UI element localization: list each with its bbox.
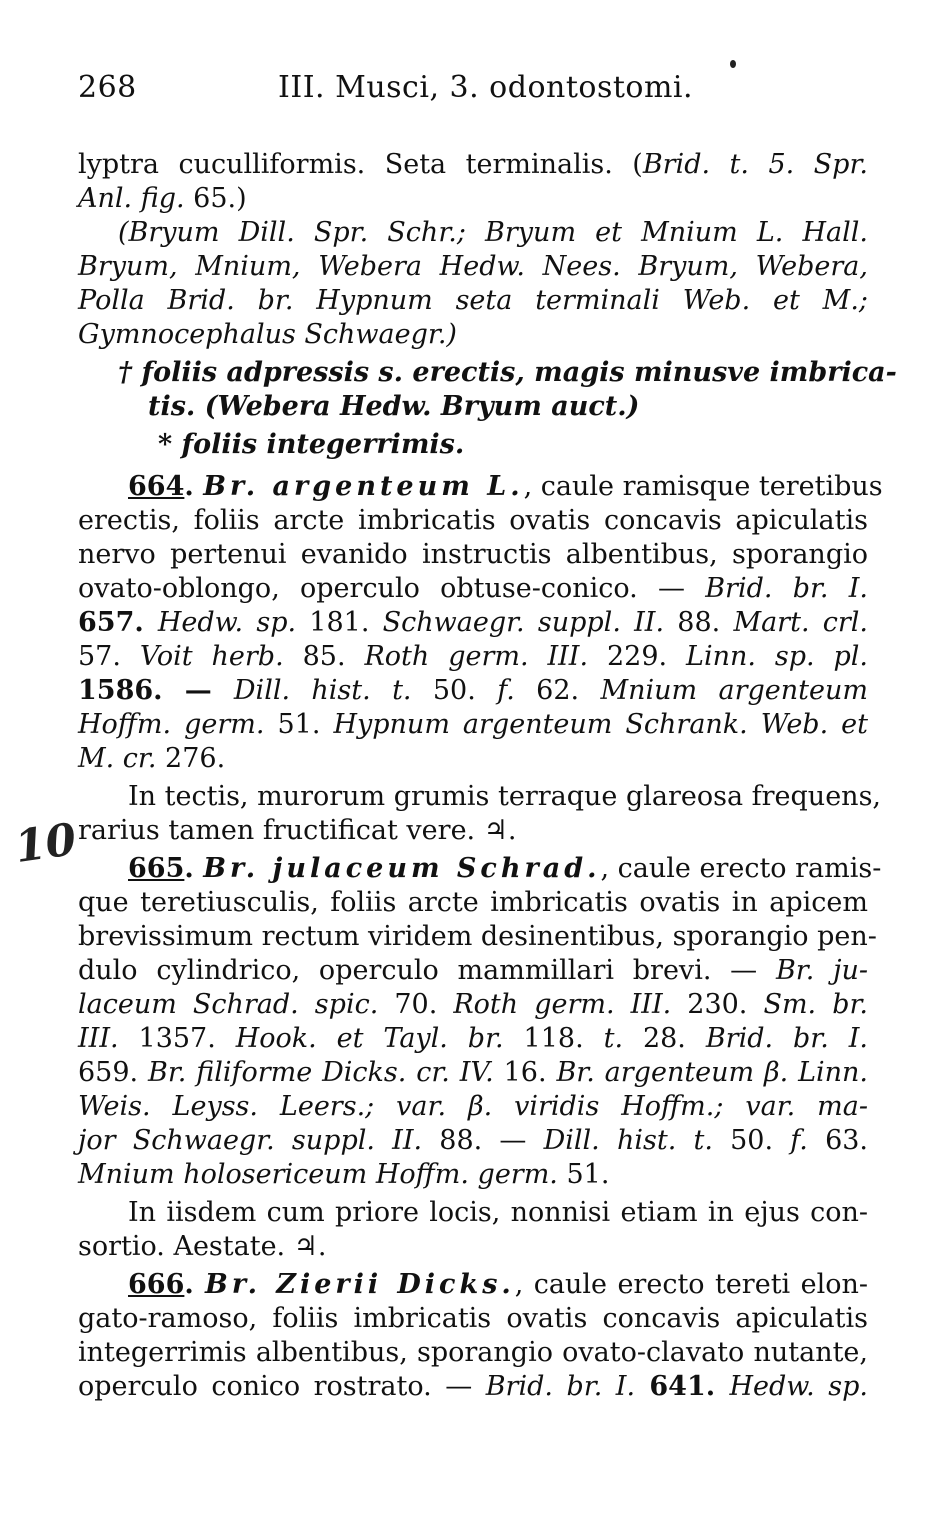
text-run: 181.: [296, 607, 383, 638]
text-run: 28.: [623, 1023, 706, 1054]
text-line: [78, 1336, 868, 1370]
text-run: Anl. fig.: [78, 183, 185, 214]
text-run: In iisdem cum priore locis, nonnisi etiam in ejus con-: [128, 1197, 868, 1228]
text-run: , caule ramisque teretibus: [523, 471, 883, 502]
text-run: Brid. br. I.: [705, 573, 868, 604]
text-run: 276.: [156, 743, 226, 774]
text-run: Brid. br. I.: [485, 1371, 636, 1402]
text-run: rarius tamen fructificat vere. ♃.: [78, 815, 517, 846]
text-run: Roth germ. III.: [453, 989, 672, 1020]
text-run: f.: [790, 1125, 808, 1156]
text-run: 63.: [807, 1125, 869, 1156]
text-run: 65.): [184, 183, 247, 214]
text-line: [78, 1124, 868, 1158]
text-run: erectis, foliis arcte imbricatis ovatis concavis apiculatis: [78, 505, 868, 536]
text-run: Br. filiforme Dicks. cr. IV.: [148, 1057, 494, 1088]
text-run: Br. ju-: [775, 955, 868, 986]
text-run: Weis. Leyss. Leers.; var. β. viridis Hoffm.; var. ma-: [78, 1091, 868, 1122]
text-run: † foliis adpressis s. erectis, magis minusve imbrica-: [118, 357, 897, 388]
text-run: 51.: [264, 709, 334, 740]
text-run: .: [184, 471, 204, 502]
text-run: 229.: [588, 641, 687, 672]
text-run: Br. argenteum β. Linn.: [556, 1057, 869, 1088]
text-run: Polla Brid. br. Hypnum seta terminali Web. et M.;: [78, 285, 868, 316]
text-line: [78, 640, 868, 674]
ink-speck: [730, 60, 736, 68]
text-run: Mnium holosericeum Hoffm. germ.: [78, 1159, 558, 1190]
text-run: laceum Schrad. spic.: [78, 989, 379, 1020]
text-line: [118, 216, 868, 250]
text-line: [78, 1230, 868, 1264]
text-line: [78, 954, 868, 988]
text-run: Dill. hist. t.: [543, 1125, 713, 1156]
text-line: [78, 1022, 868, 1056]
text-run: 16.: [493, 1057, 557, 1088]
text-line: [78, 674, 868, 708]
text-run: que teretiusculis, foliis arcte imbricatis ovatis in apicem: [78, 887, 868, 918]
text-line: [78, 1090, 868, 1124]
text-run: 1357.: [118, 1023, 236, 1054]
text-run: In tectis, murorum grumis terraque glareosa frequens,: [128, 781, 882, 812]
text-run: Br. argenteum L.: [203, 471, 524, 502]
text-run: Mnium argenteum: [600, 675, 868, 706]
text-line: [78, 1370, 868, 1404]
text-run: 62.: [514, 675, 601, 706]
text-run: 57.: [78, 641, 140, 672]
text-run: ovato-oblongo, operculo obtuse-conico. —: [78, 573, 706, 604]
text-line: [158, 428, 868, 462]
text-line: [78, 920, 877, 954]
text-run: sortio. Aestate. ♃.: [78, 1231, 327, 1262]
text-run: 88.: [664, 607, 734, 638]
text-run: Brid. br. I.: [705, 1023, 868, 1054]
text-run: III.: [78, 1023, 119, 1054]
text-run: 88. —: [422, 1125, 544, 1156]
text-line: [118, 356, 897, 390]
text-line: [78, 1302, 868, 1336]
text-run: Gymnocephalus Schwaegr.): [78, 319, 457, 350]
text-line: [78, 504, 868, 538]
entry-number: 664: [128, 471, 185, 502]
text-line: [78, 814, 868, 848]
text-run: Hypnum argenteum Schrank. Web. et: [333, 709, 868, 740]
text-run: M. cr.: [78, 743, 157, 774]
text-run: 230.: [671, 989, 764, 1020]
handwritten-margin-note: 10: [11, 813, 80, 874]
text-line: [128, 1196, 868, 1230]
text-run: 118.: [503, 1023, 604, 1054]
text-run: gato-ramoso, foliis imbricatis ovatis concavis apiculatis: [78, 1303, 868, 1334]
text-line: [128, 852, 882, 886]
text-line: [78, 538, 868, 572]
text-run: 50.: [411, 675, 498, 706]
text-run: (Bryum Dill. Spr. Schr.; Bryum et Mnium L. Hall.: [118, 217, 868, 248]
text-line: [128, 780, 882, 814]
text-run: tis. (Webera Hedw. Bryum auct.): [148, 391, 640, 422]
text-run: Hoffm. germ.: [78, 709, 265, 740]
text-run: Dill. hist. t.: [233, 675, 412, 706]
text-run: Sm. br.: [763, 989, 868, 1020]
page-header: [78, 70, 878, 110]
text-run: Mart. crl.: [733, 607, 868, 638]
text-run: 641.: [635, 1371, 730, 1402]
text-line: [128, 1268, 868, 1302]
text-run: 659.: [78, 1057, 148, 1088]
text-line: [78, 318, 868, 352]
text-run: Hedw. sp.: [729, 1371, 868, 1402]
text-run: Brid. t. 5. Spr.: [642, 149, 868, 180]
text-line: [78, 284, 868, 318]
text-run: operculo conico rostrato. —: [78, 1371, 486, 1402]
text-run: Br. julaceum Schrad.: [203, 853, 601, 884]
text-line: [78, 572, 868, 606]
text-run: 657.: [78, 607, 158, 638]
text-run: 50.: [712, 1125, 791, 1156]
text-line: [78, 886, 868, 920]
text-run: Schwaegr. suppl. II.: [382, 607, 665, 638]
text-run: Hedw. sp.: [157, 607, 297, 638]
text-run: .: [184, 853, 204, 884]
text-run: .: [184, 1269, 206, 1300]
text-run: Roth germ. III.: [364, 641, 589, 672]
text-run: jor Schwaegr. suppl. II.: [78, 1125, 423, 1156]
text-line: [78, 742, 868, 776]
text-line: [78, 1158, 868, 1192]
entry-number: 665: [128, 853, 185, 884]
running-title: III. Musci, 3. odontostomi.: [278, 70, 694, 105]
text-line: [78, 988, 868, 1022]
text-run: 70.: [378, 989, 454, 1020]
text-run: 85.: [283, 641, 365, 672]
text-run: brevissimum rectum viridem desinentibus, sporangio pen-: [78, 921, 877, 952]
text-run: Linn. sp. pl.: [686, 641, 868, 672]
text-line: [78, 250, 868, 284]
text-line: [128, 470, 883, 504]
text-run: nervo pertenui evanido instructis albentibus, sporangio: [78, 539, 868, 570]
text-run: integerrimis albentibus, sporangio ovato-clavato nutante,: [78, 1337, 868, 1368]
entry-number: 666: [128, 1269, 185, 1300]
text-run: Voit herb.: [139, 641, 284, 672]
text-run: , caule erecto ramis-: [600, 853, 882, 884]
text-run: dulo cylindrico, operculo mammillari brevi. —: [78, 955, 776, 986]
text-run: Bryum, Mnium, Webera Hedw. Nees. Bryum, Webera,: [78, 251, 868, 282]
text-run: lyptra cuculliformis. Seta terminalis. (: [78, 149, 643, 180]
text-run: * foliis integerrimis.: [158, 429, 465, 460]
text-line: [78, 606, 868, 640]
text-run: 51.: [557, 1159, 610, 1190]
text-run: f.: [497, 675, 515, 706]
text-run: 1586. —: [78, 675, 234, 706]
page-number: 268: [78, 70, 137, 105]
text-line: [78, 1056, 868, 1090]
text-line: [78, 182, 868, 216]
text-line: [148, 390, 868, 424]
text-run: , caule erecto tereti elon-: [514, 1269, 868, 1300]
text-line: [78, 708, 868, 742]
text-run: Hook. et Tayl. br.: [235, 1023, 504, 1054]
text-run: t.: [603, 1023, 624, 1054]
text-run: Br. Zierii Dicks.: [205, 1269, 515, 1300]
text-line: [78, 148, 868, 182]
